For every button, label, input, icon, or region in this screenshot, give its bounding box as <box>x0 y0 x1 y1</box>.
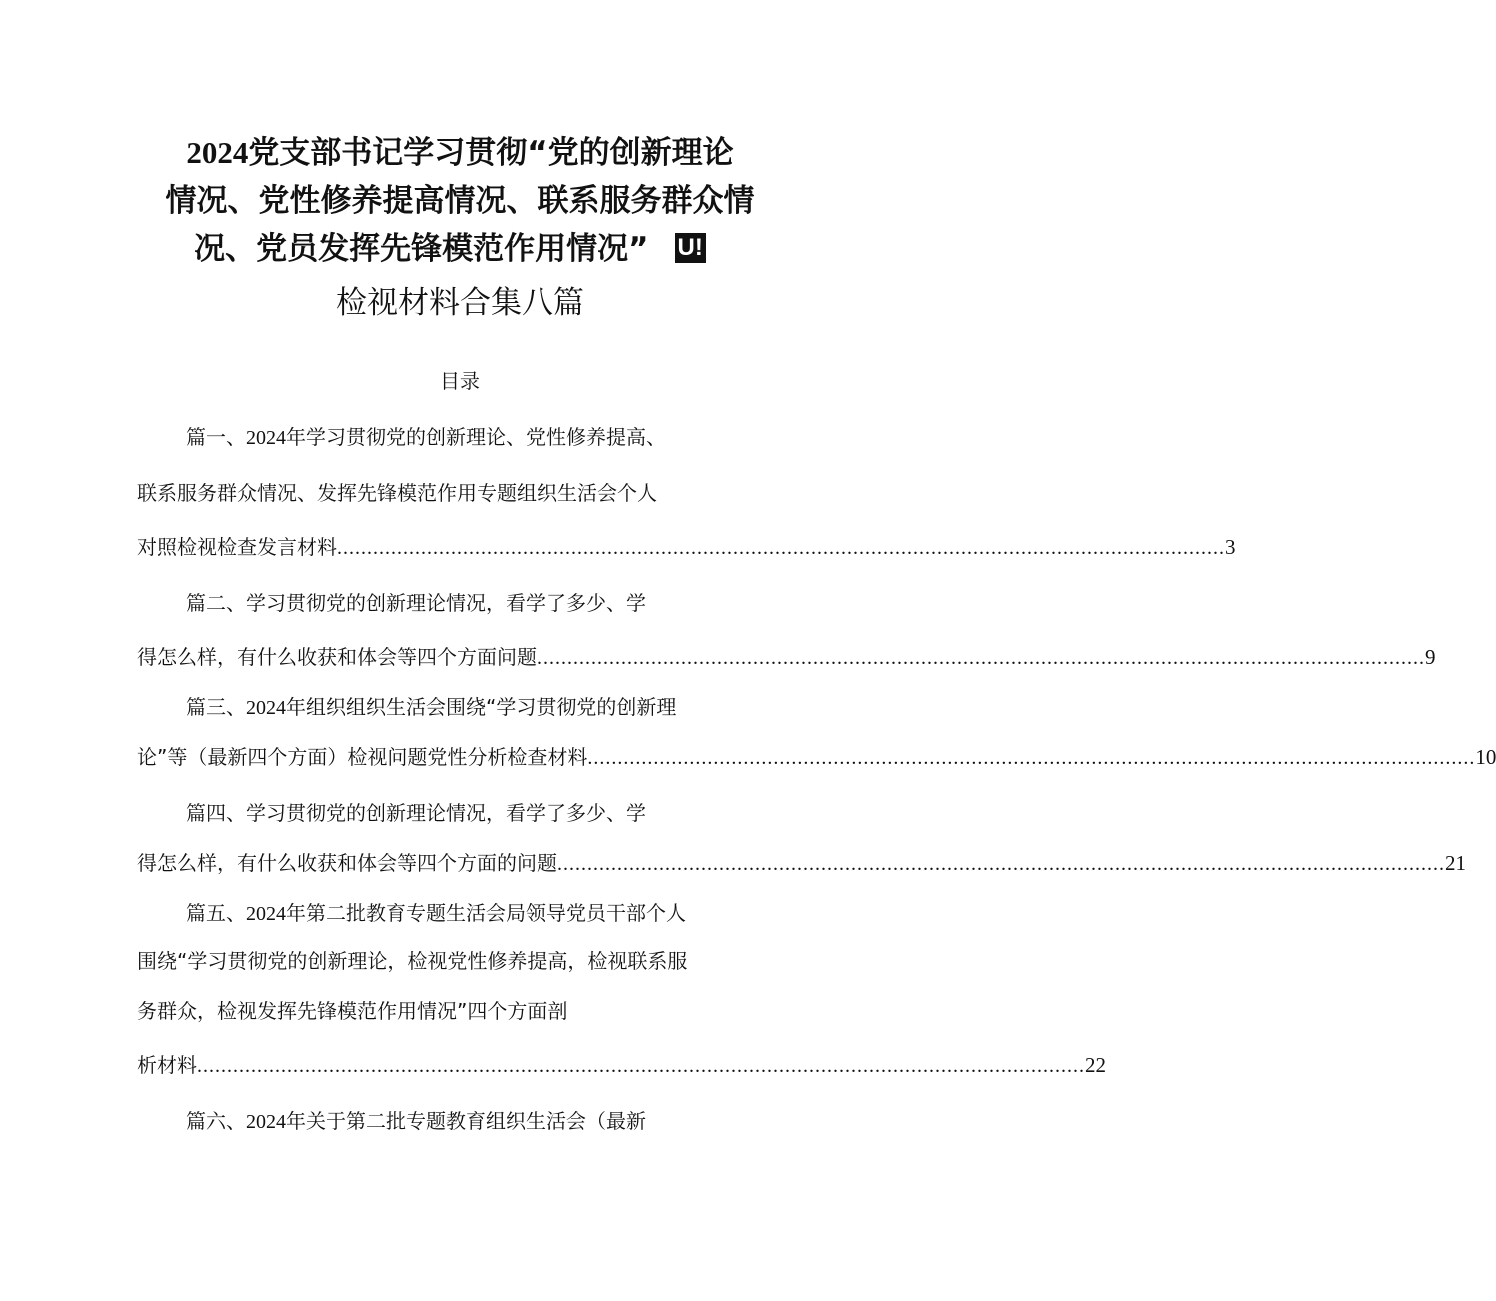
year-number: 2024 <box>186 135 249 170</box>
toc-entry-4-last-line[interactable] <box>137 848 1466 879</box>
toc-entry-1-text: 对照检视检查发言材料 <box>137 535 337 559</box>
toc-entry-5-text: 析材料 <box>137 1053 197 1077</box>
document-title-line-3 <box>100 226 800 272</box>
year-number: 2024 <box>246 903 286 925</box>
dot-leader: .................................................................................................................................................... <box>557 853 1445 875</box>
toc-entry-1-page: 3 <box>1225 535 1236 559</box>
toc-entry-5-last-line[interactable] <box>137 1050 1106 1081</box>
toc-entry-5-line-2: 围绕“学习贯彻党的创新理论，检视党性修养提高，检视联系服 <box>137 949 688 973</box>
year-number: 2024 <box>246 697 286 719</box>
toc-entry-4-text: 得怎么样，有什么收获和体会等四个方面的问题 <box>137 851 557 875</box>
toc-entry-1-line-1: 篇一、2024年学习贯彻党的创新理论、党性修养提高、 <box>186 425 666 449</box>
toc-entry-4-line-1: 篇四、学习贯彻党的创新理论情况，看学了多少、学 <box>186 801 646 825</box>
dot-leader: .................................................................................................................................................... <box>197 1055 1085 1077</box>
toc-entry-3-last-line[interactable] <box>137 742 1496 773</box>
toc-entry-3-page: 10 <box>1475 745 1496 769</box>
toc-entry-3-line-1: 篇三、2024年组织组织生活会围绕“学习贯彻党的创新理 <box>186 695 677 719</box>
toc-entry-2-last-line[interactable] <box>137 642 1436 673</box>
toc-entry-4-page: 21 <box>1445 851 1466 875</box>
dot-leader: .................................................................................................................................................... <box>537 647 1425 669</box>
toc-entry-3-text: 论”等（最新四个方面）检视问题党性分析检查材料 <box>137 745 588 769</box>
year-number: 2024 <box>246 427 286 449</box>
document-title-line-2: 情况、党性修养提高情况、联系服务群众情 <box>165 183 755 219</box>
toc-entry-5-line-3: 务群众，检视发挥先锋模范作用情况”四个方面剖 <box>137 999 568 1023</box>
dot-leader: .................................................................................................................................................... <box>587 747 1476 769</box>
document-title-line-1: 2024党支部书记学习贯彻“党的创新理论 <box>186 135 734 171</box>
toc-entry-2-text: 得怎么样，有什么收获和体会等四个方面问题 <box>137 645 537 669</box>
document-title-line-3-text: 况、党员发挥先锋模范作用情况” <box>194 231 649 267</box>
toc-entry-1-last-line[interactable] <box>137 532 1236 563</box>
dot-leader: .................................................................................................................................................... <box>337 537 1225 559</box>
toc-entry-5-line-1: 篇五、2024年第二批教育专题生活会局领导党员干部个人 <box>186 901 686 925</box>
toc-entry-2-line-1: 篇二、学习贯彻党的创新理论情况，看学了多少、学 <box>186 591 646 615</box>
stamp-mark: U! <box>675 233 706 263</box>
toc-entry-6-line-1: 篇六、2024年关于第二批专题教育组织生活会（最新 <box>186 1109 646 1133</box>
toc-entry-1-line-2: 联系服务群众情况、发挥先锋模范作用专题组织生活会个人 <box>137 481 657 505</box>
toc-entry-5-page: 22 <box>1085 1053 1106 1077</box>
year-number: 2024 <box>246 1111 286 1133</box>
document-title-line-4: 检视材料合集八篇 <box>336 285 584 321</box>
toc-heading: 目录 <box>440 369 480 393</box>
toc-entry-2-page: 9 <box>1425 645 1436 669</box>
